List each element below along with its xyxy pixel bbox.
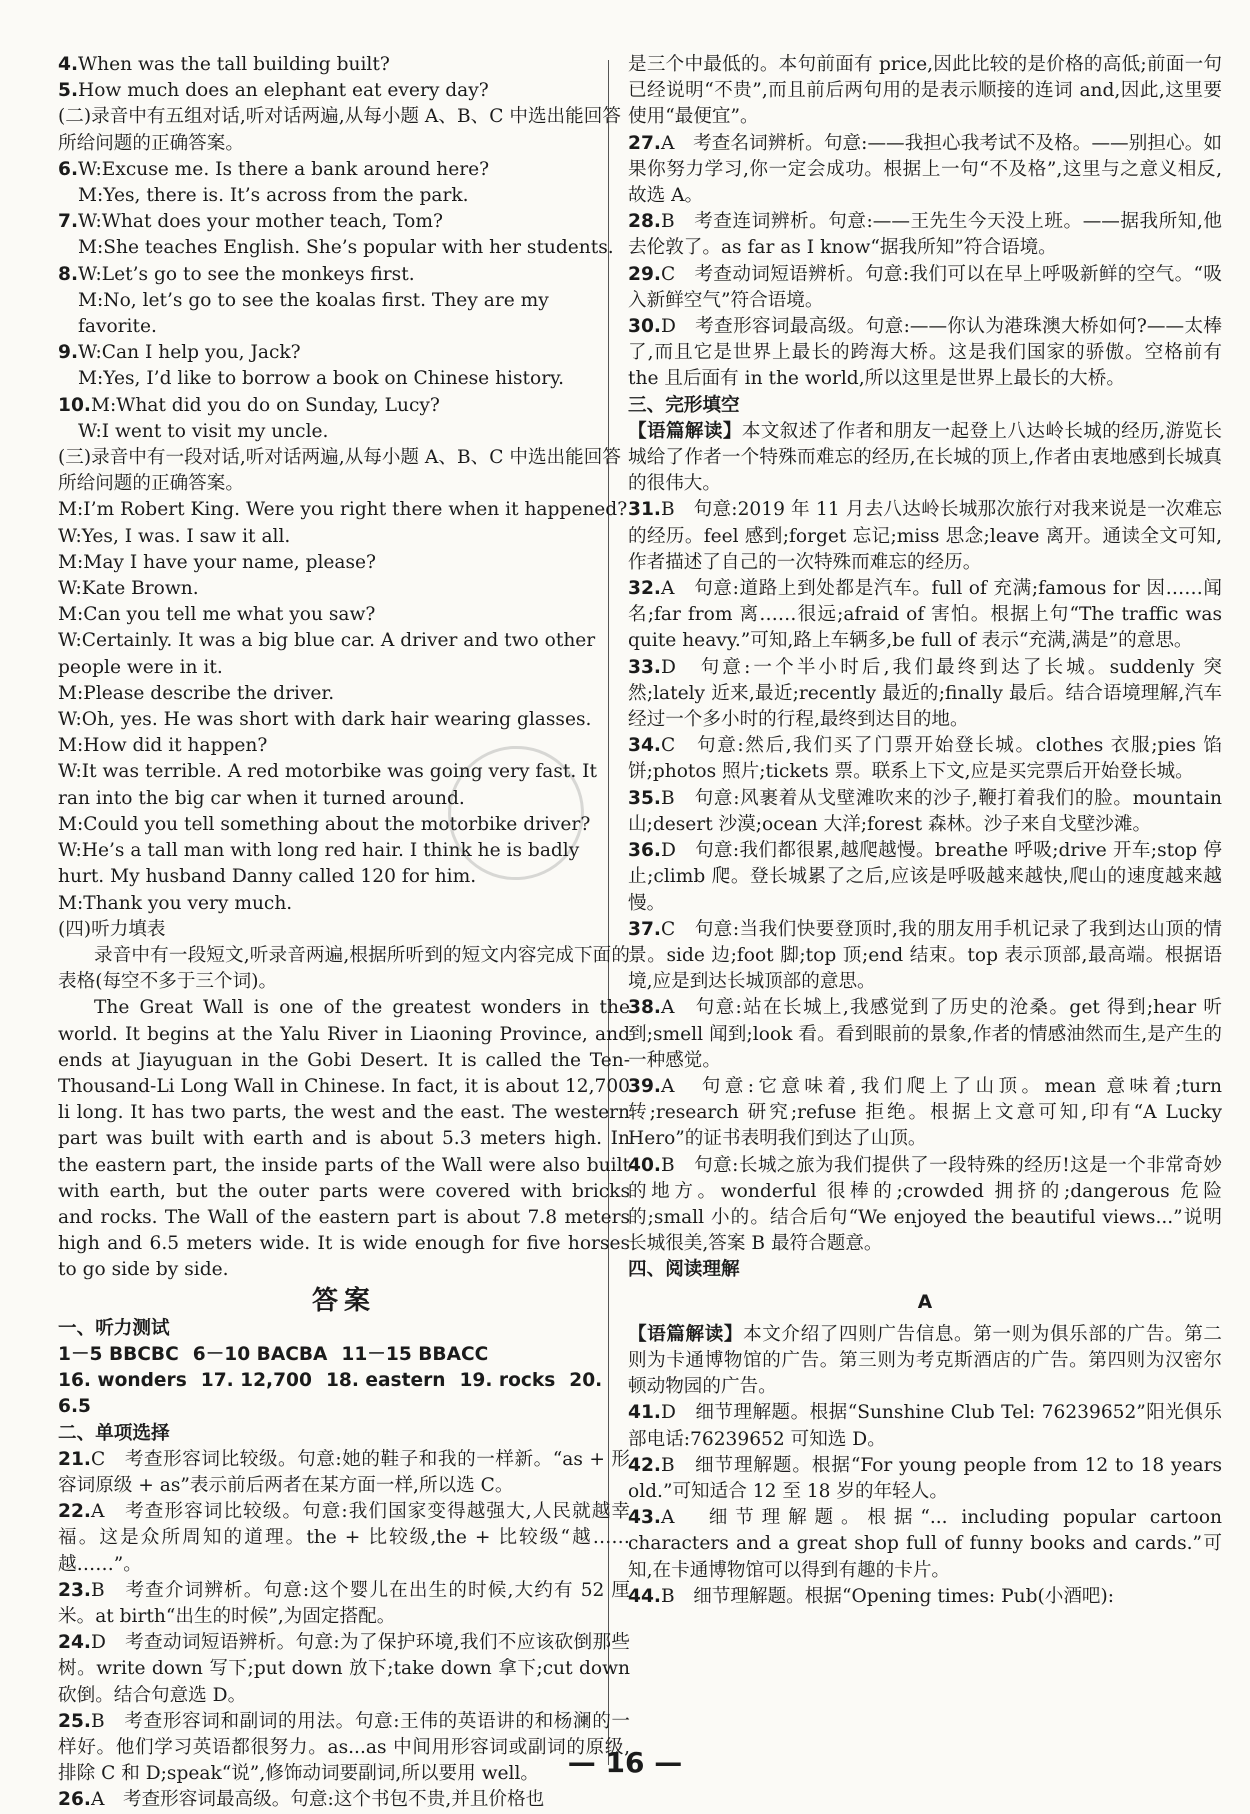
- answer-item: [628, 497, 1222, 576]
- summary-text: 本文介绍了四则广告信息。第一则为俱乐部的广告。第二则为卡通博物馆的广告。第三则为考克斯酒店的广告。第四则为汉密尔顿动物园的广告。: [628, 1323, 1222, 1398]
- dialogue-line: W:I went to visit my uncle.: [78, 420, 329, 442]
- item-number: 10.: [58, 394, 91, 416]
- answer-item: [628, 1505, 1222, 1584]
- answer-item: [628, 262, 1222, 314]
- question-item: [58, 340, 630, 366]
- passage-paragraph: 录音中有一段短文,听录音两遍,根据所听到的短文内容完成下面的表格(每空不多于三个词)。: [58, 944, 630, 993]
- item-text: A 细节理解题。根据“... including popular cartoon characters and a great shop full of funny books and cards.”可知,在卡通博物馆可以得到有趣的卡片。: [628, 1507, 1222, 1581]
- answer-key: 20. 6.5: [58, 1370, 603, 1418]
- item-number: 39.: [628, 1075, 661, 1097]
- item-number: 7.: [58, 211, 79, 233]
- left-column: [58, 52, 630, 1814]
- answer-item: [628, 1584, 1222, 1610]
- item-number: 23.: [58, 1579, 91, 1601]
- section-heading: 四、阅读理解: [628, 1259, 740, 1281]
- item-text: C 考查形容词比较级。句意:她的鞋子和我的一样新。“as + 形容词原级 + as”表示前后两者在某方面一样,所以选 C。: [58, 1448, 630, 1496]
- item-number: 21.: [58, 1448, 91, 1470]
- dialogue-line: M:No, let’s go to see the koalas first. They are my favorite.: [78, 289, 549, 338]
- answer-item: [628, 1153, 1222, 1258]
- item-text: W:What does your mother teach, Tom?: [78, 211, 443, 233]
- item-number: 40.: [628, 1154, 661, 1176]
- item-number: 26.: [58, 1789, 91, 1811]
- item-number: 4.: [58, 54, 79, 75]
- answer-item: [628, 995, 1222, 1074]
- dialogue-line: M:Could you tell something about the motorbike driver?: [58, 813, 591, 835]
- item-number: 29.: [628, 263, 661, 285]
- item-text: B 细节理解题。根据“For young people from 12 to 18 years old.”可知适合 12 至 18 岁的年轻人。: [628, 1454, 1222, 1502]
- section-instruction: (二)录音中有五组对话,听对话两遍,从每小题 A、B、C 中选出能回答所给问题的正确答案。: [58, 106, 621, 154]
- section-heading: 二、单项选择: [58, 1422, 170, 1444]
- item-number: 9.: [58, 342, 79, 364]
- item-number: 43.: [628, 1507, 661, 1529]
- item-text: When was the tall building built?: [78, 54, 390, 75]
- item-text: C 考查动词短语辨析。句意:我们可以在早上呼吸新鲜的空气。“吸入新鲜空气”符合语境。: [628, 263, 1222, 311]
- item-text: A 句意:它意味着,我们爬上了山顶。mean 意味着;turn 转;research 研究;refuse 拒绝。根据上文意可知,印有“A Lucky Hero”的证书表明我们到达了山顶。: [628, 1075, 1222, 1150]
- item-text: W:Let’s go to see the monkeys first.: [78, 263, 415, 285]
- dialogue-line: M:Yes, I’d like to borrow a book on Chinese history.: [78, 368, 565, 390]
- answer-item: [628, 131, 1222, 210]
- section-heading: 三、完形填空: [628, 394, 740, 416]
- summary-text: 本文叙述了作者和朋友一起登上八达岭长城的经历,游览长城给了作者一个特殊而难忘的经历,在长城的顶上,作者由衷地感到长城真的很伟大。: [628, 420, 1222, 495]
- section-instruction: (三)录音中有一段对话,听对话两遍,从每小题 A、B、C 中选出能回答所给问题的正确答案。: [58, 447, 621, 495]
- passage-paragraph: The Great Wall is one of the greatest wonders in the world. It begins at the Yalu River in Liaoning Province, and ends at Jiayuguan in the Gobi Desert. It is called the Ten-Thousand-Li Long Wall in Chinese. In fact, it is about 12,700 li long. It has two parts, the west and the east. The western part was built with earth and is about 5.3 meters high. In the eastern part, the inside parts of the Wall were also built with earth, but the outer parts were covered with bricks and rocks. The Wall of the eastern part is about 7.8 meters high and 6.5 meters wide. It is wide enough for five horses to go side by side.: [58, 997, 630, 1281]
- answer-item: [628, 576, 1222, 655]
- answer-key: 17. 12,700: [200, 1370, 312, 1392]
- question-item: [58, 157, 630, 183]
- summary-label: 【语篇解读】: [628, 1323, 744, 1345]
- question-item: [58, 78, 630, 104]
- item-number: 44.: [628, 1585, 661, 1607]
- dialogue-line: M:Please describe the driver.: [58, 682, 335, 704]
- dialogue-line: M:I’m Robert King. Were you right there when it happened?: [58, 499, 628, 521]
- answer-item: [628, 655, 1222, 734]
- item-text: W:Excuse me. Is there a bank around here?: [78, 158, 490, 180]
- item-text: B 考查介词辨析。句意:这个婴儿在出生的时候,大约有 52 厘米。at birth“出生的时候”,为固定搭配。: [58, 1579, 630, 1627]
- item-text: D 考查形容词最高级。句意:——你认为港珠澳大桥如何?——太棒了,而且它是世界上最长的跨海大桥。这是我们国家的骄傲。空格前有 the 且后面有 in the world,所以这里是世界上最长的大桥。: [628, 316, 1222, 390]
- question-item: [58, 393, 630, 419]
- dialogue-line: M:Thank you very much.: [58, 892, 293, 914]
- section-instruction: (四)听力填表: [58, 918, 166, 940]
- item-text: W:Can I help you, Jack?: [78, 342, 301, 364]
- item-number: 8.: [58, 263, 79, 285]
- item-number: 35.: [628, 787, 661, 809]
- summary-label: 【语篇解读】: [628, 420, 742, 442]
- answer-item: [628, 1074, 1222, 1153]
- question-item: [58, 52, 630, 78]
- item-text: D 句意:一个半小时后,我们最终到达了长城。suddenly 突然;lately 近来,最近;recently 最近的;finally 最后。结合语境理解,汽车经过一个多小时的行程,最终到达目的地。: [628, 656, 1222, 731]
- continued-text: 是三个中最低的。本句前面有 price,因此比较的是价格的高低;前面一句已经说明“不贵”,而且前后两句用的是表示顺接的连词 and,因此,这里要使用“最便宜”。: [628, 54, 1222, 128]
- item-text: B 句意:2019 年 11 月去八达岭长城那次旅行对我来说是一次难忘的经历。feel 感到;forget 忘记;miss 思念;leave 离开。通读全文可知,作者描述了自己的一次特殊而难忘的经历。: [628, 499, 1222, 573]
- item-text: C 句意:然后,我们买了门票开始登长城。clothes 衣服;pies 馅饼;photos 照片;tickets 票。联系上下文,应是买完票后开始登长城。: [628, 735, 1222, 783]
- item-number: 6.: [58, 158, 79, 180]
- question-item: [58, 262, 630, 288]
- item-text: B 细节理解题。根据“Opening times: Pub(小酒吧):: [660, 1585, 1115, 1607]
- answer-item: [58, 1787, 630, 1813]
- answer-item: [628, 1453, 1222, 1505]
- dialogue-line: W:Kate Brown.: [58, 578, 199, 600]
- item-number: 32.: [628, 578, 661, 600]
- dialogue-line: W:Certainly. It was a big blue car. A driver and two other people were in it.: [58, 630, 596, 678]
- dialogue-line: W:He’s a tall man with long red hair. I think he is badly hurt. My husband Danny called 120 for him.: [58, 840, 580, 888]
- item-text: How much does an elephant eat every day?: [78, 80, 489, 102]
- item-number: 38.: [628, 997, 661, 1019]
- page-number: — 16 —: [567, 1746, 683, 1779]
- item-text: M:What did you do on Sunday, Lucy?: [90, 394, 440, 416]
- answer-key: 11－15 BBACC: [341, 1343, 489, 1365]
- passage-summary: [628, 419, 1222, 498]
- item-number: 28.: [628, 211, 661, 233]
- item-number: 30.: [628, 316, 661, 338]
- answer-item: [628, 917, 1222, 996]
- item-text: B 考查形容词和副词的用法。句意:王伟的英语讲的和杨澜的一样好。他们学习英语都很努力。as...as 中间用形容词或副词的原级,排除 C 和 D;speak“说”,修饰动词要副词,所以要用 well。: [58, 1710, 630, 1785]
- answer-key-row: [58, 1342, 630, 1368]
- answer-item: [58, 1447, 630, 1499]
- answer-item: [628, 209, 1222, 261]
- passage-label: A: [917, 1291, 933, 1313]
- item-number: 31.: [628, 499, 661, 521]
- dialogue-line: M:May I have your name, please?: [58, 551, 377, 573]
- answer-item: [58, 1578, 630, 1630]
- item-text: C 句意:当我们快要登顶时,我的朋友用手机记录了我到达山顶的情景。side 边;foot 脚;top 顶;end 结束。top 表示顶部,最高端。根据语境,应是到达长城顶部的意思。: [628, 918, 1222, 993]
- item-text: D 考查动词短语辨析。句意:为了保护环境,我们不应该砍倒那些树。write down 写下;put down 放下;take down 拿下;cut down 砍倒。结合句意选 D。: [58, 1632, 630, 1706]
- answer-key: 19. rocks: [459, 1370, 556, 1392]
- item-number: 5.: [58, 80, 79, 102]
- dialogue-line: M:Can you tell me what you saw?: [58, 604, 376, 626]
- answer-item: [58, 1499, 630, 1578]
- dialogue-line: M:How did it happen?: [58, 735, 268, 757]
- answer-key: 6－10 BACBA: [192, 1343, 328, 1365]
- answer-item: [628, 786, 1222, 838]
- item-text: B 句意:长城之旅为我们提供了一段特殊的经历!这是一个非常奇妙的地方。wonderful 很棒的;crowded 拥挤的;dangerous 危险的;small 小的。结合后句“We enjoyed the beautiful views...”说明长城很美,答案 B 最符合题意。: [628, 1154, 1222, 1255]
- item-number: 37.: [628, 918, 661, 940]
- item-text: A 句意:道路上到处都是汽车。full of 充满;famous for 因……闻名;far from 离……很远;afraid of 害怕。根据上句“The traffic was quite heavy.”可知,路上车辆多,be full of 表示“充满,满是”的意思。: [628, 578, 1222, 652]
- dialogue-line: W:Oh, yes. He was short with dark hair wearing glasses.: [58, 709, 592, 731]
- question-item: [58, 209, 630, 235]
- item-text: A 句意:站在长城上,我感觉到了历史的沧桑。get 得到;hear 听到;smell 闻到;look 看。看到眼前的景象,作者的情感油然而生,是产生的一种感觉。: [628, 997, 1222, 1071]
- item-number: 25.: [58, 1710, 91, 1732]
- item-text: A 考查形容词比较级。句意:我们国家变得越强大,人民就越幸福。这是众所周知的道理。the + 比较级,the + 比较级“越……越……”。: [58, 1501, 630, 1575]
- answer-key: 18. eastern: [325, 1370, 446, 1392]
- answer-item: [628, 733, 1222, 785]
- item-number: 42.: [628, 1454, 661, 1476]
- passage-summary: [628, 1322, 1222, 1401]
- dialogue-line: W:It was terrible. A red motorbike was going very fast. It ran into the big car when it turned around.: [58, 761, 597, 809]
- item-number: 36.: [628, 840, 661, 862]
- answer-item: [628, 1400, 1222, 1452]
- item-number: 34.: [628, 735, 661, 757]
- item-number: 27.: [628, 132, 661, 154]
- answer-key-row: [58, 1368, 630, 1420]
- answer-item: [628, 314, 1222, 393]
- item-text: B 句意:风裹着从戈壁滩吹来的沙子,鞭打着我们的脸。mountain 山;desert 沙漠;ocean 大洋;forest 森林。沙子来自戈壁沙滩。: [628, 787, 1222, 835]
- answer-item: [628, 838, 1222, 917]
- item-number: 22.: [58, 1501, 91, 1523]
- right-column: [628, 52, 1222, 1610]
- dialogue-line: M:Yes, there is. It’s across from the park.: [78, 185, 469, 207]
- answer-item: [58, 1630, 630, 1709]
- item-text: D 句意:我们都很累,越爬越慢。breathe 呼吸;drive 开车;stop 停止;climb 爬。登长城累了之后,应该是呼吸越来越快,爬山的速度越来越慢。: [628, 840, 1222, 914]
- dialogue-line: W:Yes, I was. I saw it all.: [58, 525, 291, 547]
- item-text: D 细节理解题。根据“Sunshine Club Tel: 76239652”阳光俱乐部电话:76239652 可知选 D。: [628, 1402, 1222, 1450]
- answer-key: 1－5 BBCBC: [58, 1343, 179, 1365]
- item-number: 24.: [58, 1632, 91, 1654]
- item-text: A 考查形容词最高级。句意:这个书包不贵,并且价格也: [90, 1789, 545, 1811]
- item-text: B 考查连词辨析。句意:——王先生今天没上班。——据我所知,他去伦敦了。as far as I know“据我所知”符合语境。: [628, 211, 1222, 259]
- item-number: 33.: [628, 656, 661, 678]
- item-text: A 考查名词辨析。句意:——我担心我考试不及格。——别担心。如果你努力学习,你一定会成功。根据上一句“不及格”,这里与之意义相反,故选 A。: [628, 132, 1222, 207]
- dialogue-line: M:She teaches English. She’s popular with her students.: [78, 237, 614, 259]
- answer-key: 16. wonders: [58, 1370, 187, 1392]
- item-number: 41.: [628, 1402, 661, 1424]
- section-heading: 一、听力测试: [58, 1317, 170, 1339]
- answers-title: 答案: [311, 1285, 376, 1316]
